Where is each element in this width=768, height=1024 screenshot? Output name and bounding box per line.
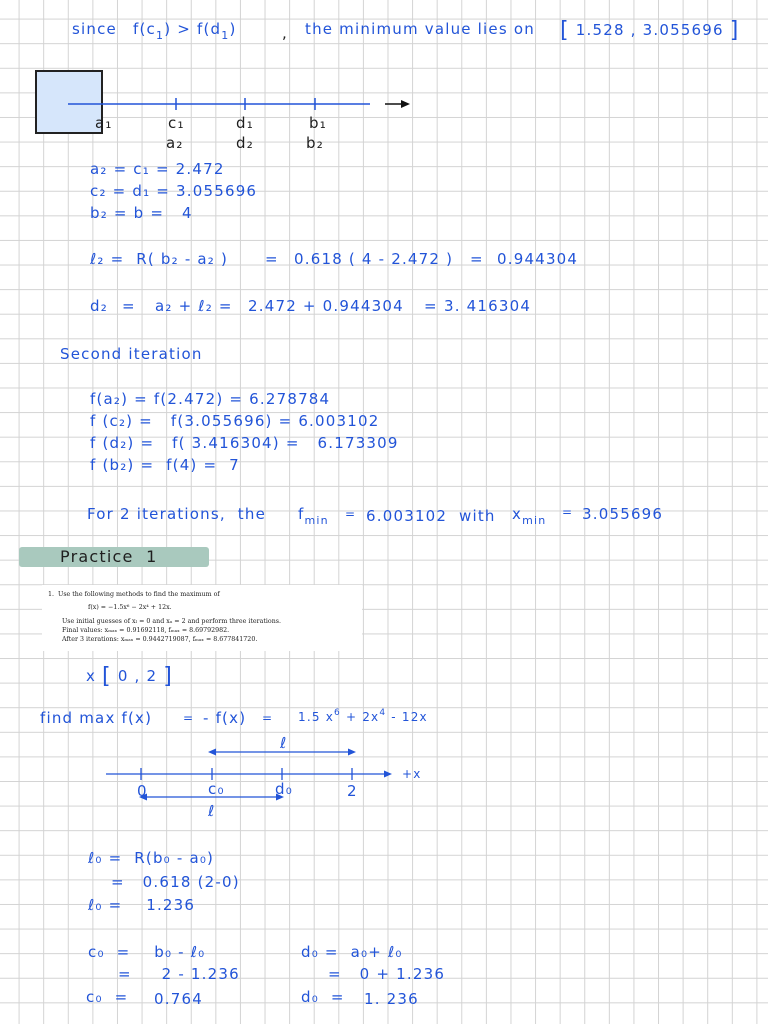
- l2-calc: 0.618 ( 4 - 2.472 ): [294, 250, 454, 268]
- d2-calc: 2.472 + 0.944304: [248, 297, 404, 315]
- nl2-l-bottom: ℓ: [208, 802, 216, 820]
- l0-line-3: ℓ₀ = 1.236: [88, 896, 196, 914]
- l2-result: 0.944304: [497, 250, 579, 268]
- header-comma: ,: [282, 24, 288, 42]
- problem-line-4: Final values: xₘₐₓ = 0.91692118, fₘₐₓ = 8.69792982.: [62, 627, 230, 634]
- problem-line-5: After 3 iterations: xₘₐₓ = 0.9442719087, fₘₐₓ = 8.677841720.: [62, 636, 258, 643]
- header-since: since: [72, 20, 117, 38]
- header-condition: $f(c_1) > f(d_1)$: [133, 20, 237, 42]
- nl2-label-c0: c₀: [208, 780, 225, 798]
- summary-fmin-label: $f_{min}$: [298, 505, 329, 527]
- assign-c2: c₂ = d₁ = 3.055696: [90, 182, 258, 200]
- findmax-prefix: find max f(x): [40, 709, 153, 727]
- iteration-row: f (d₂) = f( 3.416304) = 6.173309: [90, 434, 399, 452]
- problem-equation: f(x) = −1.5x⁶ − 2x⁴ + 12x.: [88, 604, 172, 611]
- l2-lhs: ℓ₂ = R( b₂ - a₂ ): [90, 250, 229, 268]
- summary-eq2: =: [562, 505, 574, 519]
- findmax-eq2: =: [262, 711, 274, 725]
- d0-line-2: = 0 + 1.236: [328, 965, 446, 983]
- nl2-axis-label: +x: [402, 767, 422, 781]
- nl1-label-b1: b₁: [309, 114, 327, 132]
- problem-line-1: 1. Use the following methods to find the maximum of: [48, 591, 220, 598]
- d2-eq: =: [122, 297, 136, 315]
- l2-eq2: =: [470, 250, 484, 268]
- nl1-label-d2: d₂: [236, 134, 254, 152]
- d0-line-3-val: 1. 236: [364, 990, 419, 1008]
- d0-line-1: d₀ = a₀+ ℓ₀: [301, 943, 403, 961]
- c0-line-3-lhs: c₀ =: [86, 988, 129, 1006]
- summary-prefix: For 2 iterations, the: [87, 505, 267, 523]
- summary-eq: =: [345, 507, 357, 521]
- header-statement: the minimum value lies on: [305, 20, 535, 38]
- nl1-label-a2: a₂: [166, 134, 184, 152]
- assign-a2: a₂ = c₁ = 2.472: [90, 160, 225, 178]
- d2-result: 3. 416304: [444, 297, 532, 315]
- findmax-rhs: 1.5 $x^6 + 2x^4 - 12x$: [298, 708, 428, 724]
- summary-xmin-value: 3.055696: [582, 505, 664, 523]
- c0-line-3-val: 0.764: [154, 990, 203, 1008]
- summary-fmin-value: 6.003102: [366, 507, 448, 525]
- nl1-label-d1: d₁: [236, 114, 254, 132]
- nl2-label-d0: d₀: [275, 780, 293, 798]
- practice-title: Practice 1: [60, 547, 158, 566]
- findmax-neg: - f(x): [203, 709, 247, 727]
- domain: x [ 0 , 2 ]: [86, 664, 173, 689]
- c0-line-2: = 2 - 1.236: [118, 965, 240, 983]
- l0-line-1: ℓ₀ = R(b₀ - a₀): [88, 849, 215, 867]
- d2-expr: a₂ + ℓ₂ =: [155, 297, 233, 315]
- nl1-label-a1: a₁: [95, 114, 113, 132]
- d2-eq2: =: [424, 297, 438, 315]
- problem-line-3: Use initial guesses of xₗ = 0 and xᵤ = 2 and perform three iterations.: [62, 618, 282, 625]
- findmax-eq: =: [183, 711, 195, 725]
- l0-line-2: = 0.618 (2-0): [111, 873, 240, 891]
- iteration-row: f (c₂) = f(3.055696) = 6.003102: [90, 412, 380, 430]
- nl2-label-2: 2: [347, 782, 358, 800]
- nl1-label-c1: c₁: [168, 114, 185, 132]
- summary-xmin-label: $x_{min}$: [512, 505, 547, 527]
- d2-lhs: d₂: [90, 297, 108, 315]
- nl2-label-0: 0: [137, 782, 148, 800]
- c0-line-1: c₀ = b₀ - ℓ₀: [88, 943, 206, 961]
- iteration-row: f (b₂) = f(4) = 7: [90, 456, 240, 474]
- summary-with: with: [459, 507, 496, 525]
- nl1-label-b2: b₂: [306, 134, 324, 152]
- iteration-row: f(a₂) = f(2.472) = 6.278784: [90, 390, 331, 408]
- second-iteration-heading: Second iteration: [60, 345, 203, 363]
- l2-eq: =: [265, 250, 279, 268]
- nl2-l-top: ℓ: [280, 734, 288, 752]
- d0-line-3-lhs: d₀ =: [301, 988, 345, 1006]
- header-interval: [ 1.528 , 3.055696 ]: [560, 18, 740, 43]
- assign-b2: b₂ = b = 4: [90, 204, 193, 222]
